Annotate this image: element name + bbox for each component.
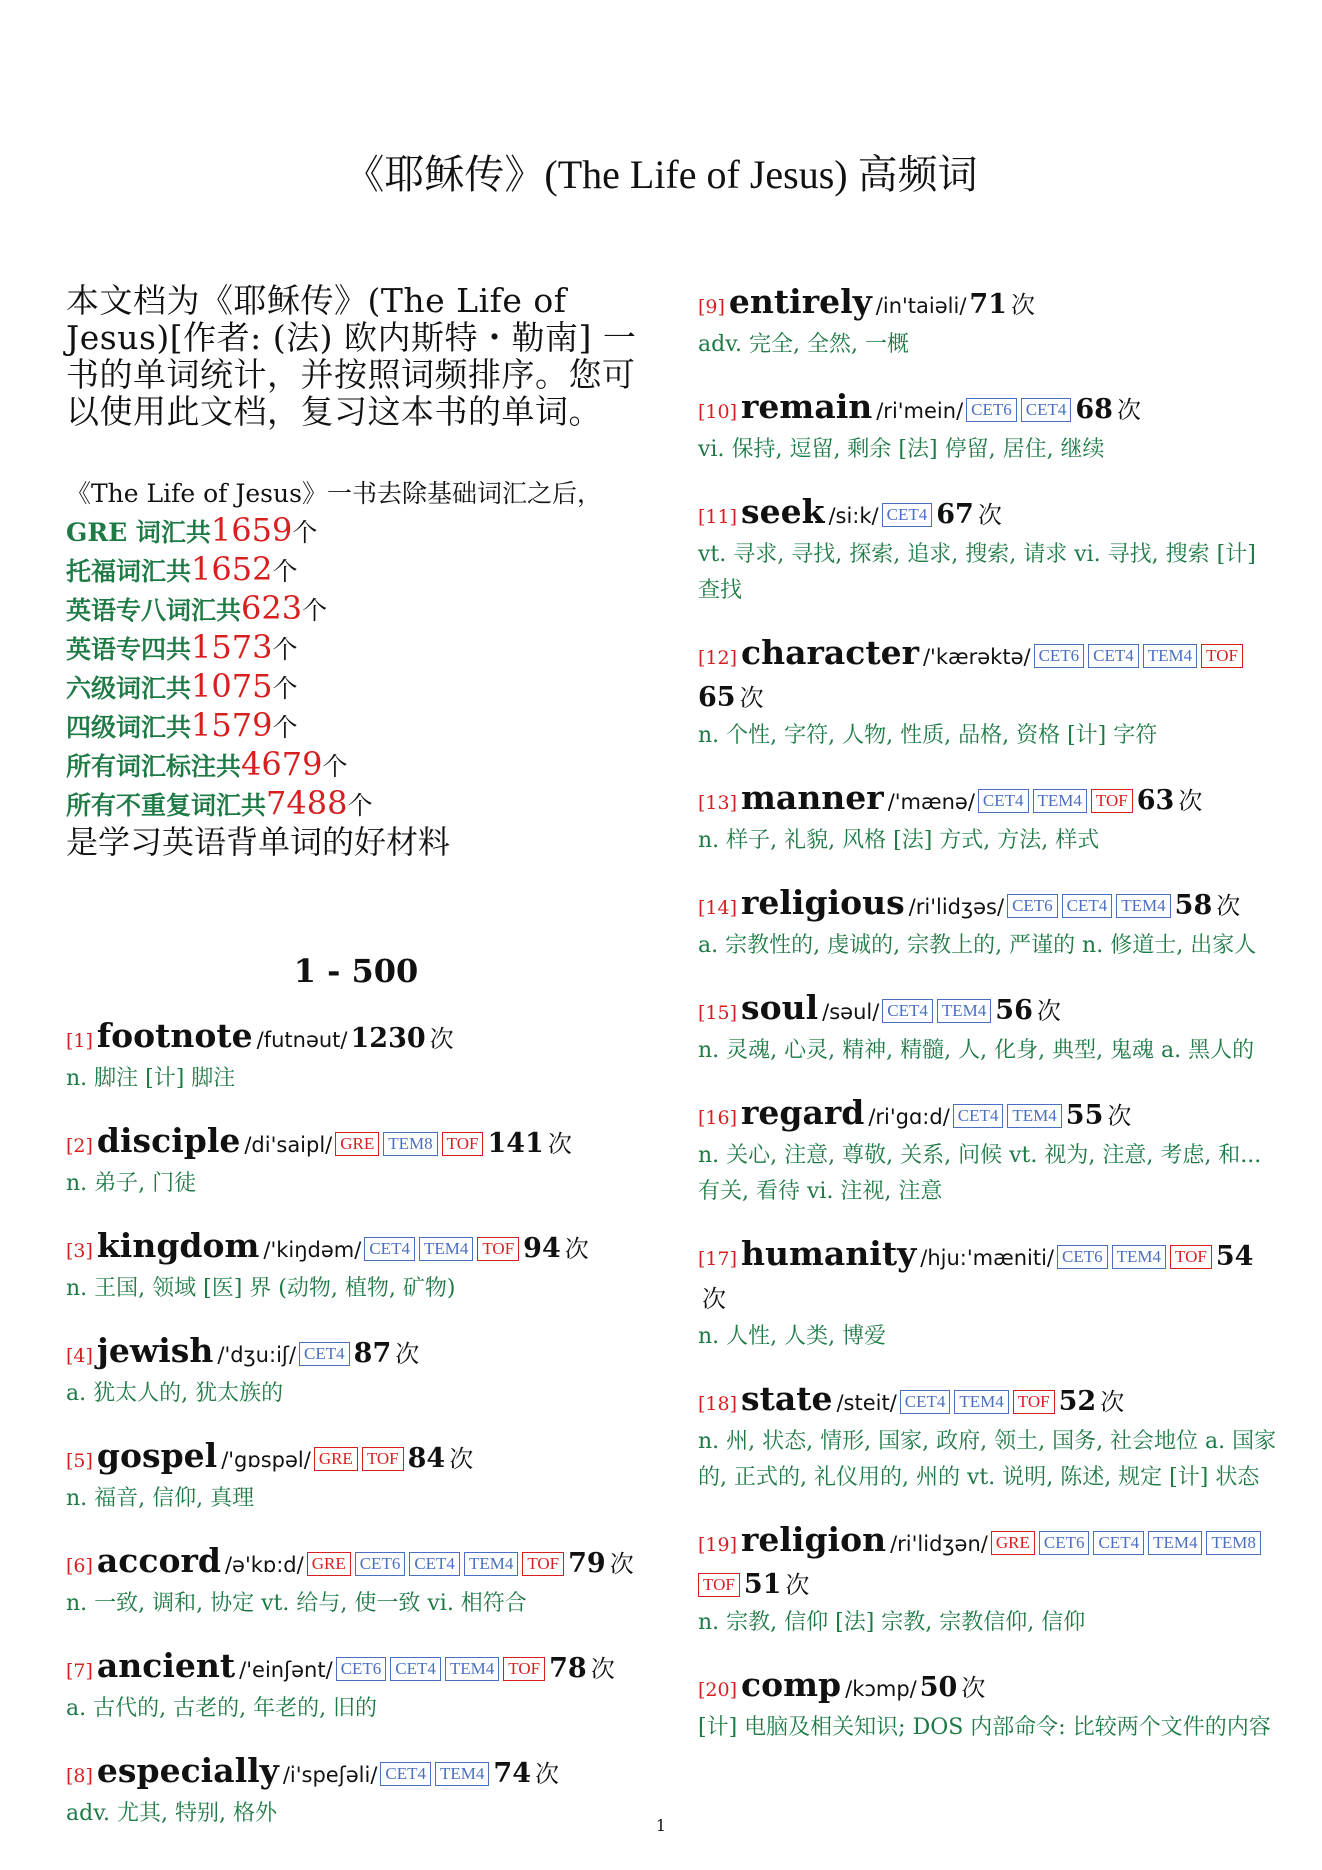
stat-label: 六级词汇共 xyxy=(66,674,192,703)
exam-tag: CET4 xyxy=(882,503,933,527)
stat-number: 1573 xyxy=(191,628,273,666)
exam-tag: CET4 xyxy=(299,1342,350,1366)
entry-word: kingdom xyxy=(96,1226,260,1265)
entry-head xyxy=(66,1541,646,1586)
stat-label: 所有不重复词汇共 xyxy=(66,791,267,820)
stat-unit: 个 xyxy=(322,752,348,781)
stat-unit: 个 xyxy=(272,713,298,742)
stat-label: 所有词汇标注共 xyxy=(66,752,242,781)
exam-tag: TEM4 xyxy=(954,1390,1008,1414)
entry-definition: a. 犹太人的, 犹太族的 xyxy=(66,1381,284,1406)
entry-phonetic: /si:k/ xyxy=(828,504,879,528)
exam-tag: CET6 xyxy=(336,1657,387,1681)
entry-word: jewish xyxy=(96,1331,214,1370)
exam-tag: CET4 xyxy=(380,1762,431,1786)
entry-word: character xyxy=(741,633,919,672)
entry-count: 84 xyxy=(407,1443,446,1474)
exam-tag: CET6 xyxy=(355,1552,406,1576)
entry-phonetic: /ə'kɒ:d/ xyxy=(224,1553,304,1577)
entry-index: [16] xyxy=(698,1107,738,1129)
entry-head xyxy=(698,492,1278,537)
entry-index: [8] xyxy=(66,1765,93,1787)
entry-phonetic: /di'saipl/ xyxy=(244,1133,333,1157)
entry-word: religious xyxy=(741,883,905,922)
entry-definition: n. 脚注 [计] 脚注 xyxy=(66,1066,236,1091)
exam-tag: TEM4 xyxy=(419,1237,473,1261)
entry-count: 67 xyxy=(936,499,974,530)
word-entry xyxy=(698,988,1278,1069)
entry-phonetic: /in'taiəli/ xyxy=(875,294,967,318)
entry-index: [7] xyxy=(66,1660,93,1682)
entry-definition: n. 个性, 字符, 人物, 性质, 品格, 资格 [计] 字符 xyxy=(698,723,1158,748)
exam-tag: TOF xyxy=(1013,1390,1055,1414)
stat-row xyxy=(66,707,646,746)
word-entry xyxy=(698,633,1278,754)
stat-label: GRE 词汇共 xyxy=(66,518,211,547)
word-entry xyxy=(698,282,1278,363)
exam-tag: TEM4 xyxy=(464,1552,518,1576)
entry-phonetic: /ri'mein/ xyxy=(876,399,964,423)
exam-tag: TOF xyxy=(362,1447,404,1471)
entry-count: 58 xyxy=(1174,890,1213,921)
stat-row xyxy=(66,746,646,785)
entry-head xyxy=(698,778,1278,823)
entry-count: 87 xyxy=(353,1338,392,1369)
entry-definition: n. 弟子, 门徒 xyxy=(66,1171,197,1196)
entry-count-unit: 次 xyxy=(609,1550,634,1578)
entry-phonetic: /səul/ xyxy=(822,1000,880,1024)
entry-count: 78 xyxy=(549,1653,587,1684)
entry-definition: vi. 保持, 逗留, 剩余 [法] 停留, 居住, 继续 xyxy=(698,437,1105,462)
entry-head xyxy=(698,633,1278,718)
stat-label: 英语专八词汇共 xyxy=(66,596,242,625)
entry-phonetic: /i'speʃəli/ xyxy=(282,1763,378,1787)
entry-head xyxy=(66,1436,646,1481)
exam-tag: CET4 xyxy=(900,1390,951,1414)
entry-index: [17] xyxy=(698,1248,738,1270)
entry-index: [9] xyxy=(698,296,725,318)
word-entry xyxy=(66,1016,646,1097)
word-entry xyxy=(66,1646,646,1727)
left-column xyxy=(66,282,646,1856)
entry-index: [14] xyxy=(698,897,738,919)
entry-index: [4] xyxy=(66,1345,93,1367)
stat-row xyxy=(66,551,646,590)
stat-number: 4679 xyxy=(241,745,323,783)
exam-tag: CET4 xyxy=(390,1657,441,1681)
entry-count-unit: 次 xyxy=(449,1445,474,1473)
entry-head xyxy=(698,883,1278,928)
exam-tag: TEM4 xyxy=(435,1762,489,1786)
entry-index: [6] xyxy=(66,1555,93,1577)
stat-row xyxy=(66,590,646,629)
range-heading: 1 - 500 xyxy=(293,952,419,990)
entry-count-unit: 次 xyxy=(429,1025,454,1053)
entry-definition: n. 灵魂, 心灵, 精神, 精髓, 人, 化身, 典型, 鬼魂 a. 黑人的 xyxy=(698,1038,1255,1063)
entry-word: footnote xyxy=(96,1016,253,1055)
exam-tag: TOF xyxy=(503,1657,545,1681)
exam-tag: GRE xyxy=(335,1132,379,1156)
entry-index: [15] xyxy=(698,1002,738,1024)
exam-tag: CET4 xyxy=(364,1237,415,1261)
exam-tag: TOF xyxy=(1091,789,1133,813)
exam-tag: TEM4 xyxy=(1148,1531,1202,1555)
exam-tag: TEM4 xyxy=(1143,644,1197,668)
word-entry xyxy=(66,1331,646,1412)
exam-tag: TEM4 xyxy=(937,999,991,1023)
entry-count: 79 xyxy=(568,1548,606,1579)
entry-definition: adv. 完全, 全然, 一概 xyxy=(698,332,909,357)
entry-count-unit: 次 xyxy=(547,1130,572,1158)
entry-word: regard xyxy=(741,1093,865,1132)
entry-count-unit: 次 xyxy=(702,1285,726,1313)
entry-count-unit: 次 xyxy=(590,1655,615,1683)
word-entry xyxy=(698,492,1278,609)
entry-count: 55 xyxy=(1065,1100,1104,1131)
stats-footer: 是学习英语背单词的好材料 xyxy=(66,823,451,861)
exam-tag: CET4 xyxy=(1021,398,1072,422)
right-column xyxy=(698,282,1278,1770)
entry-count-unit: 次 xyxy=(1216,892,1241,920)
stat-number: 7488 xyxy=(266,784,348,822)
stat-label: 英语专四共 xyxy=(66,635,192,664)
entry-count-unit: 次 xyxy=(1178,787,1203,815)
entry-count: 54 xyxy=(1215,1241,1254,1272)
entry-count-unit: 次 xyxy=(395,1340,420,1368)
word-entry xyxy=(698,1093,1278,1210)
entry-index: [5] xyxy=(66,1450,93,1472)
stat-unit: 个 xyxy=(292,518,318,547)
entry-phonetic: /'gɒspəl/ xyxy=(221,1448,311,1472)
entry-count: 71 xyxy=(969,289,1007,320)
page-number: 1 xyxy=(655,1816,667,1835)
entry-count-unit: 次 xyxy=(977,501,1002,529)
entry-phonetic: /ri'lidʒəs/ xyxy=(908,895,1005,919)
entry-phonetic: /steit/ xyxy=(836,1391,897,1415)
entry-definition: n. 福音, 信仰, 真理 xyxy=(66,1486,255,1511)
entry-phonetic: /'mænə/ xyxy=(887,790,975,814)
entry-phonetic: /'einʃənt/ xyxy=(239,1658,333,1682)
entry-count-unit: 次 xyxy=(564,1235,589,1263)
entry-count: 65 xyxy=(698,682,736,713)
entry-head xyxy=(66,1226,646,1271)
stat-number: 1579 xyxy=(191,706,273,744)
entry-head xyxy=(698,387,1278,432)
entry-word: ancient xyxy=(96,1646,236,1685)
entries-left xyxy=(66,1016,646,1832)
exam-tag: TEM8 xyxy=(383,1132,437,1156)
entry-count: 94 xyxy=(523,1233,561,1264)
entry-count-unit: 次 xyxy=(1010,291,1035,319)
entry-definition: n. 关心, 注意, 尊敬, 关系, 问候 vt. 视为, 注意, 考虑, 和...有关, 看待 vi. 注视, 注意 xyxy=(698,1143,1262,1204)
entry-word: humanity xyxy=(741,1234,917,1273)
entry-count-unit: 次 xyxy=(535,1760,559,1788)
exam-tag: CET4 xyxy=(1093,1531,1144,1555)
exam-tag: CET4 xyxy=(882,999,933,1023)
exam-tag: TOF xyxy=(477,1237,519,1261)
exam-tag: CET6 xyxy=(1007,894,1058,918)
entry-definition: vt. 寻求, 寻找, 探索, 追求, 搜索, 请求 vi. 寻找, 搜索 [计] 查找 xyxy=(698,542,1256,603)
entry-head xyxy=(698,1665,1278,1710)
exam-tag: TEM4 xyxy=(445,1657,499,1681)
exam-tag: CET6 xyxy=(1034,644,1085,668)
entry-count-unit: 次 xyxy=(1036,997,1061,1025)
stat-row xyxy=(66,785,646,824)
word-entry xyxy=(698,1379,1278,1496)
entry-word: soul xyxy=(741,988,819,1027)
entry-phonetic: /ri'gɑ:d/ xyxy=(868,1105,950,1129)
entry-word: remain xyxy=(741,387,873,426)
entry-definition: [计] 电脑及相关知识; DOS 内部命令: 比较两个文件的内容 xyxy=(698,1715,1271,1740)
exam-tag: TOF xyxy=(522,1552,564,1576)
word-entry xyxy=(698,883,1278,964)
entry-phonetic: /'kærəktə/ xyxy=(922,645,1031,669)
stat-row xyxy=(66,668,646,707)
entry-head xyxy=(698,1379,1278,1424)
exam-tag: GRE xyxy=(307,1552,351,1576)
stat-number: 1659 xyxy=(210,511,293,549)
exam-tag: TEM4 xyxy=(1112,1245,1166,1269)
word-entry xyxy=(698,1665,1278,1746)
entry-index: [2] xyxy=(66,1135,93,1157)
exam-tag: TEM8 xyxy=(1206,1531,1260,1555)
exam-tag: CET6 xyxy=(966,398,1017,422)
exam-tag: CET4 xyxy=(1088,644,1139,668)
entry-index: [19] xyxy=(698,1534,738,1556)
exam-tag: CET4 xyxy=(953,1104,1004,1128)
exam-tag: GRE xyxy=(314,1447,358,1471)
word-entry xyxy=(66,1121,646,1202)
stat-row xyxy=(66,629,646,668)
entry-head xyxy=(66,1121,646,1166)
stat-number: 1652 xyxy=(191,550,273,588)
entry-definition: n. 宗教, 信仰 [法] 宗教, 宗教信仰, 信仰 xyxy=(698,1610,1086,1635)
stat-unit: 个 xyxy=(302,596,328,625)
entry-definition: n. 一致, 调和, 协定 vt. 给与, 使一致 vi. 相符合 xyxy=(66,1591,527,1616)
entry-word: disciple xyxy=(96,1121,241,1160)
entry-word: manner xyxy=(741,778,884,817)
exam-tag: TOF xyxy=(1201,644,1243,668)
entry-index: [20] xyxy=(698,1679,738,1701)
exam-tag: GRE xyxy=(991,1531,1035,1555)
entry-count: 74 xyxy=(493,1758,531,1789)
stats-heading: 《The Life of Jesus》一书去除基础词汇之后， xyxy=(66,479,602,508)
entry-index: [10] xyxy=(698,401,738,423)
entry-count-unit: 次 xyxy=(785,1571,810,1599)
entry-word: seek xyxy=(741,492,825,531)
entry-definition: a. 宗教性的, 虔诚的, 宗教上的, 严谨的 n. 修道士, 出家人 xyxy=(698,933,1257,958)
entry-count: 63 xyxy=(1136,785,1175,816)
entry-count-unit: 次 xyxy=(739,684,764,712)
entry-count-unit: 次 xyxy=(1107,1102,1132,1130)
entry-head xyxy=(66,1646,646,1691)
exam-tag: CET4 xyxy=(409,1552,460,1576)
entry-head xyxy=(698,1234,1278,1319)
entry-index: [1] xyxy=(66,1030,93,1052)
exam-tag: TOF xyxy=(698,1573,740,1597)
entry-head xyxy=(66,1016,646,1061)
page-title: 《耶稣传》(The Life of Jesus) 高频词 xyxy=(344,152,978,197)
entry-count: 50 xyxy=(919,1672,958,1703)
word-entry xyxy=(698,1234,1278,1355)
entry-head xyxy=(66,1751,646,1796)
entry-count: 52 xyxy=(1058,1386,1097,1417)
entry-word: accord xyxy=(96,1541,221,1580)
entry-word: especially xyxy=(96,1751,279,1790)
word-entry xyxy=(66,1436,646,1517)
entry-word: gospel xyxy=(96,1436,218,1475)
stat-unit: 个 xyxy=(272,674,298,703)
stat-number: 1075 xyxy=(191,667,273,705)
exam-tag: TEM4 xyxy=(1007,1104,1061,1128)
entry-word: comp xyxy=(741,1665,842,1704)
entries-right xyxy=(698,282,1278,1746)
stat-row xyxy=(66,512,646,551)
stat-number: 623 xyxy=(241,589,303,627)
entry-definition: n. 州, 状态, 情形, 国家, 政府, 领土, 国务, 社会地位 a. 国家的, 正式的, 礼仪用的, 州的 vt. 说明, 陈述, 规定 [计] 状态 xyxy=(698,1429,1277,1490)
word-entry xyxy=(698,778,1278,859)
entry-phonetic: /kɔmp/ xyxy=(845,1677,917,1701)
entry-count-unit: 次 xyxy=(961,1674,986,1702)
entry-count: 51 xyxy=(743,1569,782,1600)
entry-index: [13] xyxy=(698,792,738,814)
entry-head xyxy=(698,1093,1278,1138)
entry-phonetic: /'kiŋdəm/ xyxy=(263,1238,362,1262)
entry-index: [3] xyxy=(66,1240,93,1262)
entry-definition: n. 王国, 领域 [医] 界 (动物, 植物, 矿物) xyxy=(66,1276,456,1301)
entry-count: 141 xyxy=(487,1128,544,1159)
entry-index: [18] xyxy=(698,1393,738,1415)
entry-definition: n. 人性, 人类, 博爱 xyxy=(698,1324,887,1349)
entry-count: 68 xyxy=(1075,394,1113,425)
exam-tag: CET6 xyxy=(1039,1531,1090,1555)
exam-tag: TOF xyxy=(1170,1245,1212,1269)
entry-definition: n. 样子, 礼貌, 风格 [法] 方式, 方法, 样式 xyxy=(698,828,1100,853)
entry-phonetic: /hju:'mæniti/ xyxy=(920,1246,1054,1270)
entry-word: state xyxy=(741,1379,833,1418)
entry-count: 1230 xyxy=(350,1023,426,1054)
entry-head xyxy=(698,1520,1278,1605)
stat-unit: 个 xyxy=(347,791,373,820)
entry-index: [12] xyxy=(698,647,738,669)
stat-unit: 个 xyxy=(272,557,298,586)
entry-word: entirely xyxy=(728,282,872,321)
stat-label: 四级词汇共 xyxy=(66,713,192,742)
stats-block xyxy=(66,476,646,860)
entry-definition: adv. 尤其, 特别, 格外 xyxy=(66,1801,277,1826)
entry-definition: a. 古代的, 古老的, 年老的, 旧的 xyxy=(66,1696,378,1721)
entry-phonetic: /futnəut/ xyxy=(256,1028,348,1052)
stats-list xyxy=(66,512,646,824)
word-entry xyxy=(66,1541,646,1622)
entry-index: [11] xyxy=(698,506,738,528)
entry-phonetic: /ri'lidʒən/ xyxy=(890,1532,988,1556)
exam-tag: TEM4 xyxy=(1033,789,1087,813)
entry-count-unit: 次 xyxy=(1116,396,1141,424)
exam-tag: CET4 xyxy=(1062,894,1113,918)
exam-tag: TEM4 xyxy=(1116,894,1170,918)
stat-label: 托福词汇共 xyxy=(66,557,192,586)
entry-phonetic: /'dʒu:iʃ/ xyxy=(217,1343,297,1367)
exam-tag: CET6 xyxy=(1057,1245,1108,1269)
entry-word: religion xyxy=(741,1520,887,1559)
entry-count-unit: 次 xyxy=(1100,1388,1125,1416)
intro-paragraph: 本文档为《耶稣传》(The Life of Jesus)[作者: (法) 欧内斯特・勒南] 一书的单词统计，并按照词频排序。您可以使用此文档，复习这本书的单词。 xyxy=(66,281,637,431)
entry-head xyxy=(698,282,1278,327)
entry-count: 56 xyxy=(995,995,1033,1026)
word-entry xyxy=(698,387,1278,468)
stat-unit: 个 xyxy=(272,635,298,664)
exam-tag: TOF xyxy=(442,1132,484,1156)
word-entry xyxy=(66,1226,646,1307)
entry-head xyxy=(66,1331,646,1376)
word-entry xyxy=(698,1520,1278,1641)
exam-tag: CET4 xyxy=(978,789,1029,813)
entry-head xyxy=(698,988,1278,1033)
